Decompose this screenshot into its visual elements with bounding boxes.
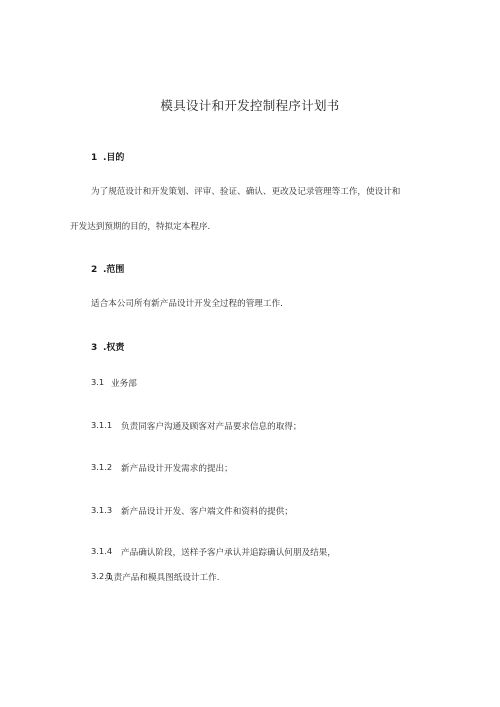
list-item [91, 420, 302, 432]
section-heading-scope [91, 262, 124, 275]
item-text: 新产品设计开发需求的提出； [121, 464, 233, 474]
purpose-paragraph-line-1: 为了规范设计和开发策划、评审、验证、确认、更改及记录管理等工作，使设计和 [91, 187, 401, 197]
list-item [91, 505, 293, 517]
item-code: 3.2.1 [91, 571, 113, 581]
item-text: 产品确认阶段，送样予客户承认并追踪确认何朋及结果， [121, 548, 336, 558]
scope-paragraph: 适合本公司所有新产品设计开发全过程的管理工作. [91, 299, 283, 309]
item-code: 3.1.3 [91, 505, 113, 515]
document-title: 模具设计和开发控制程序计划书 [160, 98, 340, 113]
section-title: .目的 [103, 153, 125, 163]
item-code: 3.1 [91, 377, 105, 387]
item-text: 业务部 [111, 379, 137, 389]
section-number: 3 [91, 343, 98, 353]
section-title: .权责 [103, 343, 125, 353]
section-heading-purpose [91, 150, 124, 163]
section-number: 1 [91, 153, 98, 163]
item-code: 3.1.1 [91, 420, 113, 430]
purpose-paragraph-line-2: 开发达到预期的目的，特拟定本程序. [70, 222, 211, 232]
item-code: 3.1.2 [91, 462, 113, 472]
section-number: 2 [91, 265, 98, 275]
item-text: 负责产品和模具图纸设计工作. [105, 573, 220, 583]
list-item [91, 462, 233, 474]
item-text: 新产品设计开发、客户端文件和资料的提供； [121, 507, 293, 517]
list-item [91, 546, 336, 558]
section-title: .范围 [103, 265, 125, 275]
section-heading-responsibilities [91, 340, 124, 353]
list-item [91, 377, 137, 389]
item-text: 负责同客户沟通及顾客对产品要求信息的取得； [121, 422, 302, 432]
item-code: 3.1.4 [91, 546, 113, 556]
list-item [91, 571, 220, 583]
